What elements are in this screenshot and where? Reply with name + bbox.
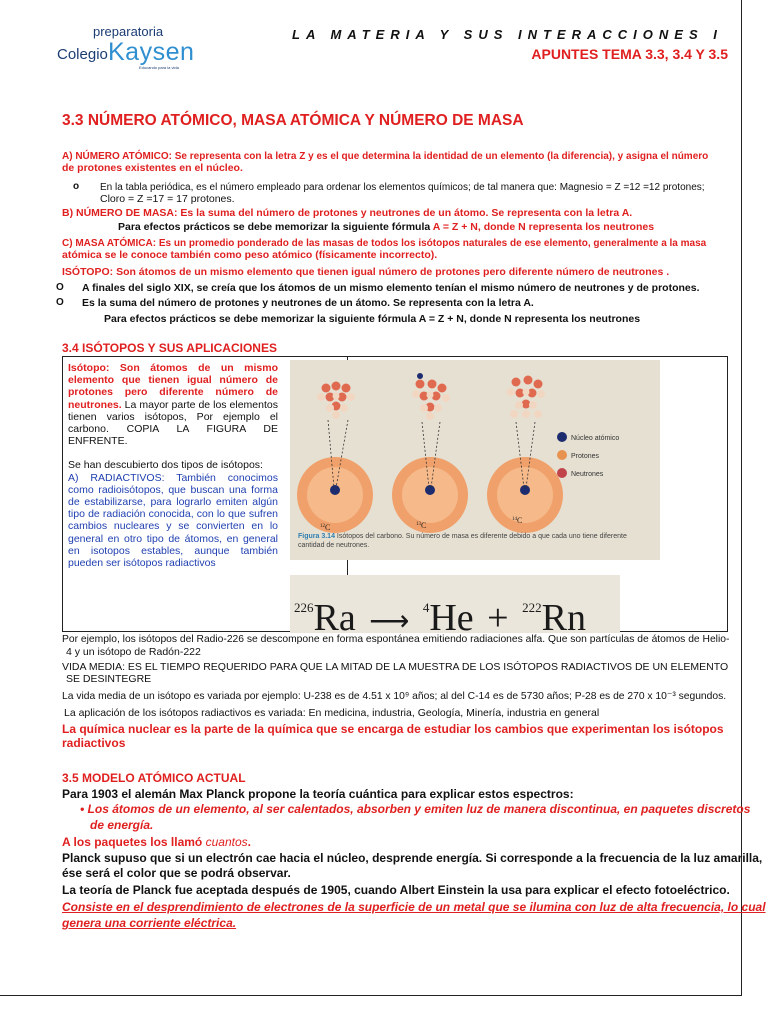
tabla-periodica-line2: Cloro = Z =17 = 17 protones. [100, 193, 235, 205]
vida-media-line2: SE DESINTEGRE [66, 673, 152, 685]
radium-decay-equation [290, 575, 620, 639]
isotopes-illustration [290, 360, 660, 560]
planck-line: Para 1903 el alemán Max Planck propone la teoría cuántica para explicar estos espectros: [62, 787, 574, 801]
figure-caption-label: Figura 3.14 [298, 533, 335, 540]
einstein-line: La teoría de Planck fue aceptada después de 1905, cuando Albert Einstein la usa para explicar el efecto fotoeléctrico. [62, 883, 730, 897]
bullet-icon: o [73, 181, 80, 192]
types-intro: Se han descubierto dos tipos de isótopos: [68, 459, 263, 472]
logo-colegio: Colegio [57, 46, 108, 63]
planck-bullet-line1: • Los átomos de un elemento, al ser calentados, absorben y emiten luz de manera discontinua, en paquetes discretos [80, 802, 751, 816]
figure-caption-text: Isótopos del carbono. Su número de masa es diferente debido a que cada uno tiene diferente cantidad de neutrones. [298, 533, 627, 549]
formula-intro: Para efectos prácticos se debe memorizar la siguiente fórmula [118, 221, 431, 233]
quimica-nuclear-line1: La química nuclear es la parte de la química que se encarga de estudiar los cambios que experimentan los isótopos [62, 722, 724, 736]
figure-caption [298, 532, 654, 550]
legend-protones: Protones [571, 453, 600, 460]
fotoelectrico-line1: Consiste en el desprendimiento de electrones de la superficie de un metal que se ilumina con luz de alta frecuencia, lo cual [62, 900, 766, 914]
isotopo-def-rest: La mayor parte de los elementos tienen varios isótopos, Por ejemplo el carbono. COPIA LA FIGURA DE ENFRENTE. [68, 398, 278, 448]
quimica-nuclear-line2: radiactivos [62, 736, 126, 750]
vida-media-line1: VIDA MEDIA: ES EL TIEMPO REQUERIDO PARA QUE LA MITAD DE LA MUESTRA DE LOS ISÓTOPOS RADIACTIVOS DE UN ELEMENTO [62, 661, 729, 673]
legend-neutrones: Neutrones [571, 471, 604, 478]
numero-atomico-line2: de protones existentes en el núcleo. [62, 162, 243, 174]
masa-atomica-line1: C) MASA ATÓMICA: Es un promedio ponderado de las masas de todos los isótopos naturales de ese elemento, generalmente a la masa [62, 238, 707, 249]
cuantos-end: . [247, 835, 251, 849]
supuso-line2: ése será el color que se podrá observar. [62, 866, 291, 880]
numero-masa-line: B) NÚMERO DE MASA: Es la suma del número de protones y neutrones de un átomo. Se representa con la letra A. [62, 207, 633, 219]
cuantos-word: cuantos [205, 835, 248, 849]
cuantos-line [62, 835, 251, 849]
isotopo-def-highlight: Isótopo: Son átomos de un mismo elemento que tienen igual número de protones pero diferente número de neutrones. [68, 362, 278, 411]
logo-tagline: Educando para la vida [139, 65, 179, 70]
cuantos-intro: A los paquetes los llamó [62, 835, 206, 849]
isotopo-definition: ISÓTOPO: Son átomos de un mismo elemento que tienen igual número de protones pero diferente número de neutrones . [62, 266, 670, 278]
section-35-heading: 3.5 MODELO ATÓMICO ACTUAL [62, 771, 246, 785]
vida-media-examples: La vida media de un isótopo es variada por ejemplo: U-238 es de 4.51 x 10⁹ años; al del C-14 es de 5730 años; P-28 es de 270 x 10⁻³ segundos. [62, 691, 727, 702]
numero-atomico-line1: A) NÚMERO ATÓMICO: Se representa con la letra Z y es el que determina la identidad de un elemento (la diferencia), y asigna el número [62, 151, 709, 162]
radio-example-line2: 4 y un isótopo de Radón-222 [66, 646, 201, 658]
formula-line-2: Para efectos prácticos se debe memorizar la siguiente fórmula A = Z + N, donde N representa los neutrones [104, 313, 641, 325]
fotoelectrico-line2: genera una corriente eléctrica. [62, 916, 237, 930]
rn-mass: 222 [522, 600, 542, 615]
logo-kaysen: Kaysen [108, 38, 195, 66]
section-34-heading: 3.4 ISÓTOPOS Y SUS APLICACIONES [62, 341, 277, 355]
legend-nucleo: Núcleo atómico [571, 435, 620, 442]
label-14c: $^{14}$C [512, 516, 523, 525]
isotopos-text-column [68, 362, 278, 569]
radiactivos-text: A) RADIACTIVOS: También conocimos como radioisótopos, que buscan una forma de estabilizarse, para lograrlo emiten algún tipo de radiación conocida, con lo que sufren cambios nucleares y se convierten en lo general en otro tipo de átomos, en general en isotopos estables, aunque también pueden ser isótopos radiactivos [68, 471, 278, 570]
ra-mass: 226 [294, 600, 314, 615]
ra-symbol: Ra [313, 597, 356, 639]
masa-atomica-line2: atómica se le conoce también como peso atómico (físicamente incorrecto). [62, 249, 438, 261]
aplicaciones-line: La aplicación de los isótopos radiactivos es variada: En medicina, industria, Geología, Minería, industria en general [64, 707, 600, 719]
he-symbol: He [429, 597, 474, 639]
planck-bullet-line2: de energía. [90, 818, 154, 832]
siglo-xix-line: A finales del siglo XIX, se creía que los átomos de un mismo elemento tenían el mismo número de neutrones y de protones. [82, 282, 700, 294]
tabla-periodica-line1: En la tabla periódica, es el número empleado para ordenar los elementos químicos; de tal manera que: Magnesio = Z =12 =12 protones; [100, 182, 705, 193]
bullet-icon: O [56, 297, 64, 308]
arrow-icon: ⟶ [369, 606, 410, 637]
formula-line [118, 222, 654, 234]
plus-sign: + [487, 597, 509, 639]
he-mass: 4 [422, 600, 430, 615]
rn-symbol: Rn [541, 597, 586, 639]
document-subtitle: APUNTES TEMA 3.3, 3.4 Y 3.5 [531, 46, 728, 62]
bullet-icon: O [56, 282, 64, 293]
supuso-line1: Planck supuso que si un electrón cae hacia el núcleo, desprende energía. Si corresponde a la frecuencia de la luz amarilla, [62, 851, 763, 865]
label-13c: $^{13}$C [416, 521, 427, 530]
radio-example-line1: Por ejemplo, los isótopos del Radio-226 se descompone en forma espontánea emitiendo radiaciones alfa. Que son partículas de átomos de Helio- [62, 634, 730, 645]
carbon-isotopes-figure [290, 360, 660, 560]
section-33-heading: 3.3 NÚMERO ATÓMICO, MASA ATÓMICA Y NÚMERO DE MASA [62, 112, 524, 129]
document-title: LA MATERIA Y SUS INTERACCIONES I [292, 27, 723, 42]
formula-text: A = Z + N, donde N representa los neutrones [432, 221, 655, 233]
label-12c: $^{12}$C [320, 523, 331, 532]
school-logo [55, 24, 205, 74]
planck-bullet-text: Los átomos de un elemento, al ser calentados, absorben y emiten luz de manera discontinua, en paquetes discretos [87, 802, 751, 816]
suma-protones-line: Es la suma del número de protones y neutrones de un átomo. Se representa con la letra A. [82, 297, 534, 309]
logo-preparatoria: preparatoria [93, 24, 164, 39]
